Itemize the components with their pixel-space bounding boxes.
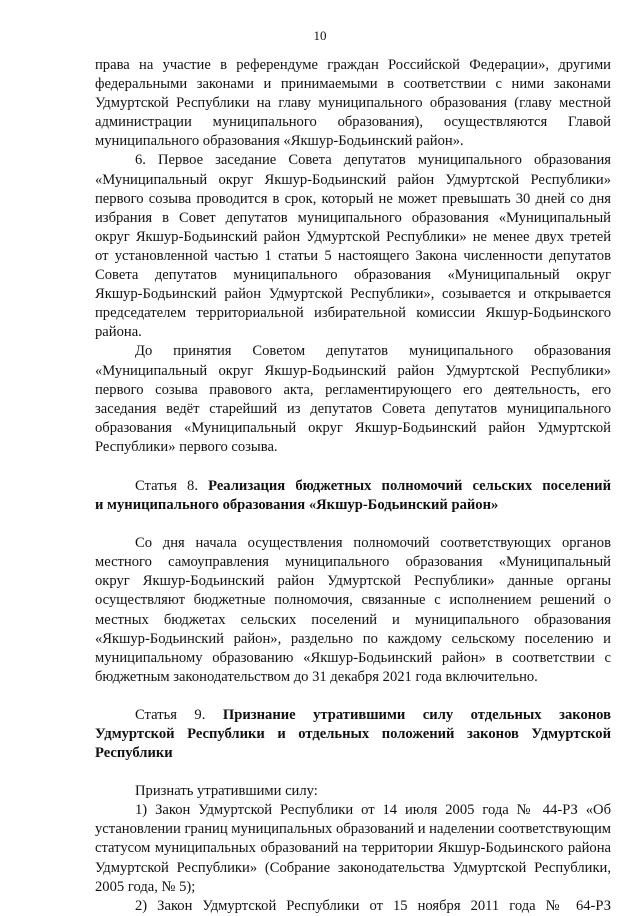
text-line: Удмуртской Республики» (Собрание законодательства Удмуртской Республики, (95, 859, 611, 876)
text-line: 2005 года, № 5); (95, 878, 196, 895)
text-line: первого созыва проводится в срок, который не может превышать 30 дней со дня (95, 190, 611, 207)
article-9-text (95, 782, 611, 916)
text-line: «Муниципальный округ Якшур-Бодьинский район Удмуртской Республики» (95, 362, 611, 379)
article-label: Статья 8. (135, 477, 198, 494)
text-line: 2) Закон Удмуртской Республики от 15 ноября 2011 года № 64-РЗ (135, 897, 611, 914)
text-line: Республики» первого созыва. (95, 438, 278, 455)
text-line: 1) Закон Удмуртской Республики от 14 июля 2005 года № 44-РЗ «Об (135, 802, 611, 819)
text-line: от установленной частью 1 статьи 5 настоящего Закона численности депутатов (95, 247, 611, 264)
article-label: Статья 9. (135, 706, 206, 723)
text-line: округ Якшур-Бодьинский район Удмуртской Республики» данные органы (95, 573, 611, 590)
document-body (95, 56, 611, 916)
text-line: До принятия Советом депутатов муниципального образования (135, 343, 611, 360)
text-line: муниципальному образованию «Якшур-Бодьинский район» в соответствии с (95, 649, 611, 666)
text-line: первого созыва правового акта, регламентирующего его деятельность, его (95, 381, 611, 398)
text-line: 6. Первое заседание Совета депутатов муниципального образования (135, 152, 611, 169)
paragraph-first-session (95, 342, 611, 457)
article-8-heading (95, 477, 611, 515)
text-line: «Якшур-Бодьинский район», раздельно по каждому сельскому поселению и (95, 630, 611, 647)
text-line: права на участие в референдуме граждан Российской Федерации», другими (95, 57, 611, 73)
text-line: осуществляют бюджетные полномочия, связанные с исполнением решений о (95, 592, 611, 609)
text-line: района. (95, 324, 142, 341)
text-line: муниципального образования «Якшур-Бодьинский район». (95, 133, 464, 150)
article-title-line: Республики (95, 745, 173, 762)
text-line: администрации муниципального образования), осуществляются Главой (95, 114, 611, 131)
article-title-line: и муниципального образования «Якшур-Бодьинский район» (95, 497, 499, 514)
paragraph-continuation (95, 56, 611, 151)
text-line: федеральными законами и принимаемыми в соответствии с ними законами (95, 76, 611, 93)
text-line: Совета депутатов муниципального образования «Муниципальный округ (95, 267, 611, 284)
article-8-text (95, 534, 611, 687)
text-line: заседания ведёт старейший из депутатов Совета депутатов муниципального (95, 400, 611, 417)
text-line: образования «Муниципальный округ Якшур-Бодьинский район Удмуртской (95, 419, 611, 436)
text-line: «Муниципальный округ Якшур-Бодьинский район Удмуртской Республики» (95, 171, 611, 188)
text-line: председателем территориальной избирательной комиссии Якшур-Бодьинского (95, 305, 611, 322)
text-line: Со дня начала осуществления полномочий соответствующих органов (135, 535, 611, 552)
article-title-line: Удмуртской Республики и отдельных положений законов Удмуртской (95, 726, 611, 742)
article-title: Признание утратившими силу отдельных законов (222, 706, 611, 723)
text-line: установлении границ муниципальных образований и наделении соответствующим (95, 821, 612, 838)
page-number: 10 (313, 28, 327, 43)
paragraph-item-6 (95, 151, 611, 342)
text-line: бюджетным законодательством до 31 декабря 2021 года включительно. (95, 668, 538, 685)
article-9-heading (95, 706, 611, 763)
text-line: Удмуртской Республики на главу муниципального образования (главу местной (95, 95, 611, 112)
text-line: статусом муниципальных образований на территории Якшур-Бодьинского района (95, 840, 611, 857)
text-line: Признать утратившими силу: (135, 783, 318, 800)
text-line: округ Якшур-Бодьинский район Удмуртской Республики» не менее двух третей (95, 228, 611, 245)
text-line: местных бюджетах сельских поселений и муниципального образования (95, 611, 611, 628)
text-line: Якшур-Бодьинский район Удмуртской Республики», созывается и открывается (95, 286, 611, 303)
text-line: местного самоуправления муниципального образования «Муниципальный (95, 554, 611, 571)
article-title: Реализация бюджетных полномочий сельских поселений (208, 477, 611, 494)
text-line: избрания в Совет депутатов муниципального образования «Муниципальный (95, 209, 611, 226)
